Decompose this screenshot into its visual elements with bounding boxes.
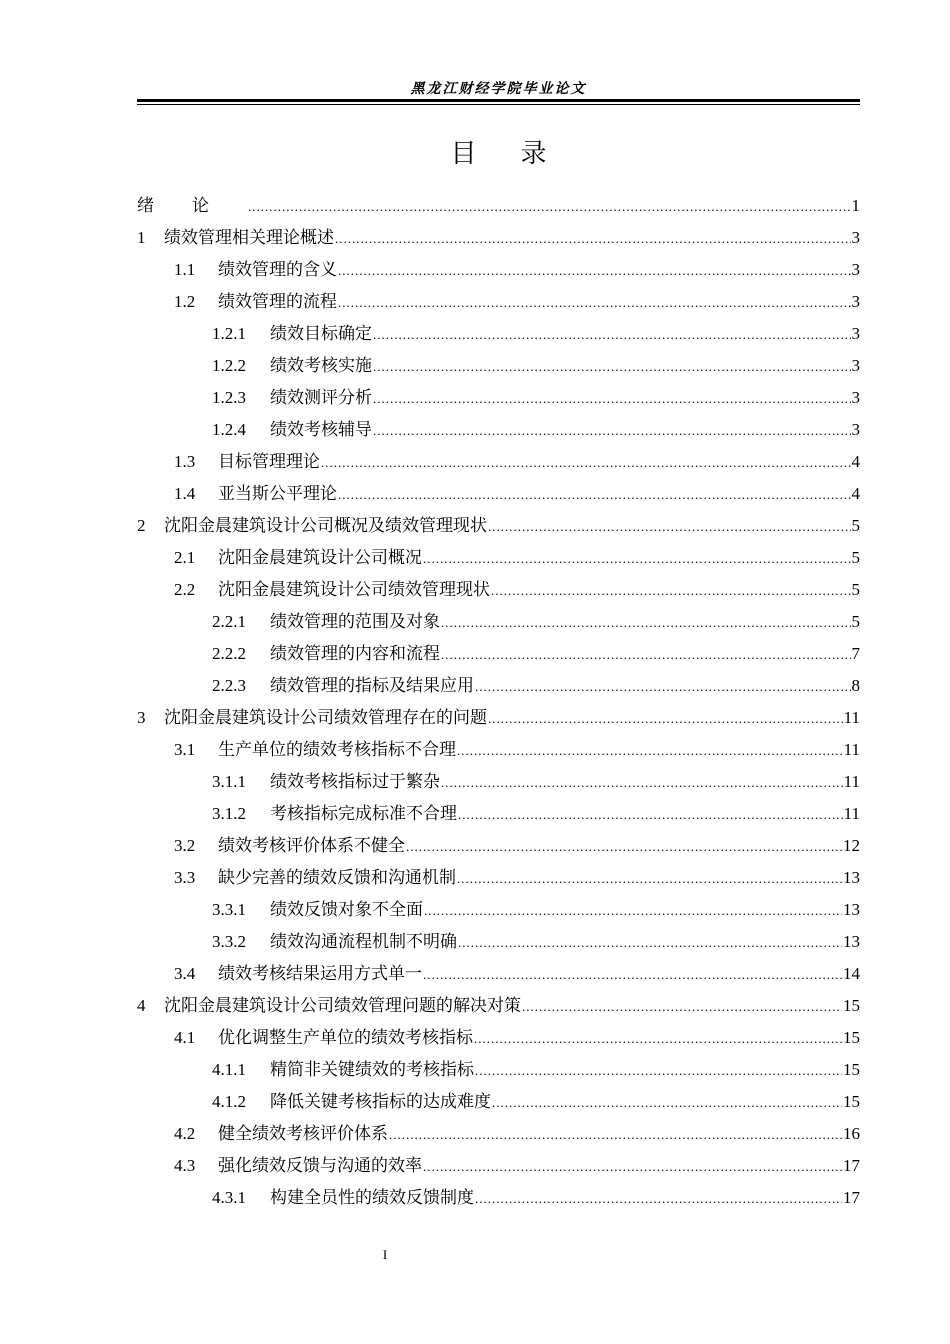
toc-entry-number: 4.1 <box>174 1028 196 1047</box>
toc-entry-label: 绪论 <box>137 196 247 215</box>
toc-entry[interactable] <box>137 1086 860 1118</box>
toc-entry-label: 降低关键考核指标的达成难度 <box>270 1092 491 1111</box>
toc-leader-dots <box>373 415 851 447</box>
toc-entry-label: 绩效考核实施 <box>270 356 372 375</box>
toc-entry-label: 绩效考核指标过于繁杂 <box>270 772 440 791</box>
header-rule-thin <box>137 104 860 105</box>
toc-entry[interactable] <box>137 766 860 798</box>
toc-entry-number: 3.3 <box>174 868 196 887</box>
toc-entry[interactable] <box>137 478 860 510</box>
toc-entry-page: 11 <box>843 804 860 823</box>
toc-entry-page: 11 <box>843 708 860 727</box>
toc-leader-dots <box>491 575 851 607</box>
toc-entry[interactable] <box>137 798 860 830</box>
toc-entry-label: 优化调整生产单位的绩效考核指标 <box>218 1028 473 1047</box>
toc-entry[interactable] <box>137 318 860 350</box>
toc-entry-label: 绩效管理的内容和流程 <box>270 644 440 663</box>
toc-leader-dots <box>338 479 851 511</box>
toc-entry-label: 绩效考核评价体系不健全 <box>218 836 405 855</box>
toc-entry-number: 1.2.1 <box>212 324 246 343</box>
toc-entry-page: 3 <box>851 228 860 247</box>
toc-entry-page: 15 <box>843 1028 860 1047</box>
toc-entry-number: 4 <box>137 996 146 1015</box>
footer-page-number: I <box>382 1247 388 1262</box>
toc-entry-page: 13 <box>843 932 860 951</box>
toc-entry-page: 15 <box>843 996 860 1015</box>
toc-entry-number: 4.1.1 <box>212 1060 246 1079</box>
toc-entry-number: 1.2.2 <box>212 356 246 375</box>
toc-entry-page: 3 <box>851 356 860 375</box>
toc-entry-label: 考核指标完成标准不合理 <box>270 804 457 823</box>
toc-entry-page: 4 <box>851 452 860 471</box>
toc-entry[interactable] <box>137 190 860 222</box>
toc-leader-dots <box>457 735 843 767</box>
toc-entry-page: 3 <box>851 388 860 407</box>
toc-entry-number: 3.3.2 <box>212 932 246 951</box>
toc-leader-dots <box>338 287 851 319</box>
toc-entry-page: 3 <box>851 260 860 279</box>
toc-entry-number: 1.2.3 <box>212 388 246 407</box>
toc-entry-number: 2 <box>137 516 146 535</box>
toc-entry-number: 3.1.2 <box>212 804 246 823</box>
toc-entry-number: 3.1.1 <box>212 772 246 791</box>
header-rule-thick <box>137 99 860 102</box>
toc-entry[interactable] <box>137 862 860 894</box>
toc-entry-number: 4.1.2 <box>212 1092 246 1111</box>
toc-heading: 目录 <box>450 139 591 168</box>
toc-entry-page: 3 <box>851 420 860 439</box>
toc-entry[interactable] <box>137 990 860 1022</box>
toc-entry-label: 目标管理理论 <box>218 452 320 471</box>
toc-leader-dots <box>492 1087 842 1119</box>
toc-entry-number: 4.2 <box>174 1124 196 1143</box>
toc-entry[interactable] <box>137 958 860 990</box>
toc-entry-page: 17 <box>843 1156 860 1175</box>
running-header: 黑龙江财经学院毕业论文 <box>410 82 587 97</box>
toc-entry-number: 1.1 <box>174 260 196 279</box>
toc-entry-page: 12 <box>843 836 860 855</box>
toc-leader-dots <box>488 511 851 543</box>
toc-leader-dots <box>424 895 842 927</box>
toc-leader-dots <box>475 1055 842 1087</box>
toc-leader-dots <box>248 191 851 223</box>
toc-leader-dots <box>474 1023 842 1055</box>
toc-leader-dots <box>458 799 843 831</box>
toc-entry-page: 15 <box>843 1060 860 1079</box>
toc-entry-number: 1 <box>137 228 146 247</box>
toc-entry-label: 沈阳金晨建筑设计公司概况及绩效管理现状 <box>164 516 487 535</box>
toc-leader-dots <box>441 639 851 671</box>
toc-entry-label: 沈阳金晨建筑设计公司绩效管理现状 <box>218 580 490 599</box>
toc-entry-number: 1.2 <box>174 292 196 311</box>
toc-entry-label: 沈阳金晨建筑设计公司绩效管理存在的问题 <box>164 708 487 727</box>
toc-entry-number: 1.3 <box>174 452 196 471</box>
toc-entry-page: 3 <box>851 324 860 343</box>
toc-leader-dots <box>406 831 842 863</box>
toc-leader-dots <box>423 1151 842 1183</box>
toc-entry-page: 14 <box>843 964 860 983</box>
toc-leader-dots <box>458 927 842 959</box>
toc-entry-number: 2.2.3 <box>212 676 246 695</box>
toc-entry-label: 绩效测评分析 <box>270 388 372 407</box>
toc-leader-dots <box>457 863 842 895</box>
toc-entry-label: 绩效沟通流程机制不明确 <box>270 932 457 951</box>
toc-entry-page: 13 <box>843 900 860 919</box>
toc-entry-label: 构建全员性的绩效反馈制度 <box>270 1188 474 1207</box>
toc-entry-label: 精简非关键绩效的考核指标 <box>270 1060 474 1079</box>
toc-entry[interactable] <box>137 382 860 414</box>
toc-leader-dots <box>335 223 851 255</box>
toc-entry-page: 5 <box>851 548 860 567</box>
toc-entry[interactable] <box>137 1054 860 1086</box>
toc-entry[interactable] <box>137 542 860 574</box>
toc-leader-dots <box>441 767 843 799</box>
toc-entry-label: 沈阳金晨建筑设计公司绩效管理问题的解决对策 <box>164 996 521 1015</box>
toc-entry-label: 缺少完善的绩效反馈和沟通机制 <box>218 868 456 887</box>
toc-entry-number: 3.4 <box>174 964 196 983</box>
toc-entry-number: 4.3 <box>174 1156 196 1175</box>
toc-entry-number: 4.3.1 <box>212 1188 246 1207</box>
toc-entry[interactable] <box>137 894 860 926</box>
toc-entry-number: 1.4 <box>174 484 196 503</box>
toc-entry-number: 3.1 <box>174 740 196 759</box>
toc-entry-label: 绩效管理的指标及结果应用 <box>270 676 474 695</box>
toc-leader-dots <box>488 703 843 735</box>
toc-entry-label: 健全绩效考核评价体系 <box>218 1124 388 1143</box>
toc-entry-number: 3 <box>137 708 146 727</box>
toc-entry-number: 1.2.4 <box>212 420 246 439</box>
toc-entry-number: 2.2.2 <box>212 644 246 663</box>
toc-leader-dots <box>441 607 851 639</box>
toc-entry[interactable] <box>137 510 860 542</box>
toc-leader-dots <box>338 255 851 287</box>
toc-entry-page: 13 <box>843 868 860 887</box>
toc-entry-number: 3.3.1 <box>212 900 246 919</box>
toc-entry-page: 5 <box>851 580 860 599</box>
toc-leader-dots <box>389 1119 842 1151</box>
toc-entry-page: 4 <box>851 484 860 503</box>
toc-entry-number: 2.2 <box>174 580 196 599</box>
toc-entry-page: 16 <box>843 1124 860 1143</box>
toc-leader-dots <box>373 319 851 351</box>
toc-entry-page: 11 <box>843 772 860 791</box>
toc-leader-dots <box>321 447 851 479</box>
toc-entry[interactable] <box>137 446 860 478</box>
toc-entry[interactable] <box>137 606 860 638</box>
toc-entry[interactable] <box>137 638 860 670</box>
toc-entry[interactable] <box>137 1182 860 1214</box>
toc-entry-page: 15 <box>843 1092 860 1111</box>
toc-entry-number: 2.2.1 <box>212 612 246 631</box>
toc-entry-label: 强化绩效反馈与沟通的效率 <box>218 1156 422 1175</box>
toc-leader-dots <box>475 671 851 703</box>
toc-entry-label: 亚当斯公平理论 <box>218 484 337 503</box>
toc-leader-dots <box>522 991 842 1023</box>
toc-entry-label: 绩效管理相关理论概述 <box>164 228 334 247</box>
toc-entry[interactable] <box>137 414 860 446</box>
toc-entry[interactable] <box>137 1022 860 1054</box>
toc-entry[interactable] <box>137 702 860 734</box>
toc-entry-label: 绩效管理的范围及对象 <box>270 612 440 631</box>
table-of-contents <box>137 190 860 1214</box>
toc-entry[interactable] <box>137 350 860 382</box>
toc-entry[interactable] <box>137 1118 860 1150</box>
toc-entry-label: 绩效目标确定 <box>270 324 372 343</box>
toc-entry-page: 3 <box>851 292 860 311</box>
toc-entry-label: 绩效考核辅导 <box>270 420 372 439</box>
toc-entry-page: 8 <box>851 676 860 695</box>
toc-entry-number: 3.2 <box>174 836 196 855</box>
toc-leader-dots <box>475 1183 842 1215</box>
toc-entry-page: 17 <box>843 1188 860 1207</box>
toc-entry-label: 生产单位的绩效考核指标不合理 <box>218 740 456 759</box>
toc-leader-dots <box>423 543 851 575</box>
toc-entry[interactable] <box>137 254 860 286</box>
toc-leader-dots <box>373 383 851 415</box>
toc-leader-dots <box>423 959 842 991</box>
toc-entry-page: 11 <box>843 740 860 759</box>
toc-entry-page: 1 <box>851 196 860 215</box>
toc-entry-label: 绩效管理的流程 <box>218 292 337 311</box>
toc-entry[interactable] <box>137 926 860 958</box>
toc-entry[interactable] <box>137 734 860 766</box>
toc-entry-label: 绩效管理的含义 <box>218 260 337 279</box>
toc-entry-label: 绩效反馈对象不全面 <box>270 900 423 919</box>
toc-entry[interactable] <box>137 1150 860 1182</box>
toc-entry-page: 5 <box>851 612 860 631</box>
toc-leader-dots <box>373 351 851 383</box>
toc-entry[interactable] <box>137 574 860 606</box>
toc-entry-label: 沈阳金晨建筑设计公司概况 <box>218 548 422 567</box>
toc-entry-label: 绩效考核结果运用方式单一 <box>218 964 422 983</box>
toc-entry[interactable] <box>137 286 860 318</box>
toc-entry-number: 2.1 <box>174 548 196 567</box>
toc-entry-page: 7 <box>851 644 860 663</box>
toc-entry[interactable] <box>137 222 860 254</box>
toc-entry[interactable] <box>137 830 860 862</box>
toc-entry-page: 5 <box>851 516 860 535</box>
toc-entry[interactable] <box>137 670 860 702</box>
